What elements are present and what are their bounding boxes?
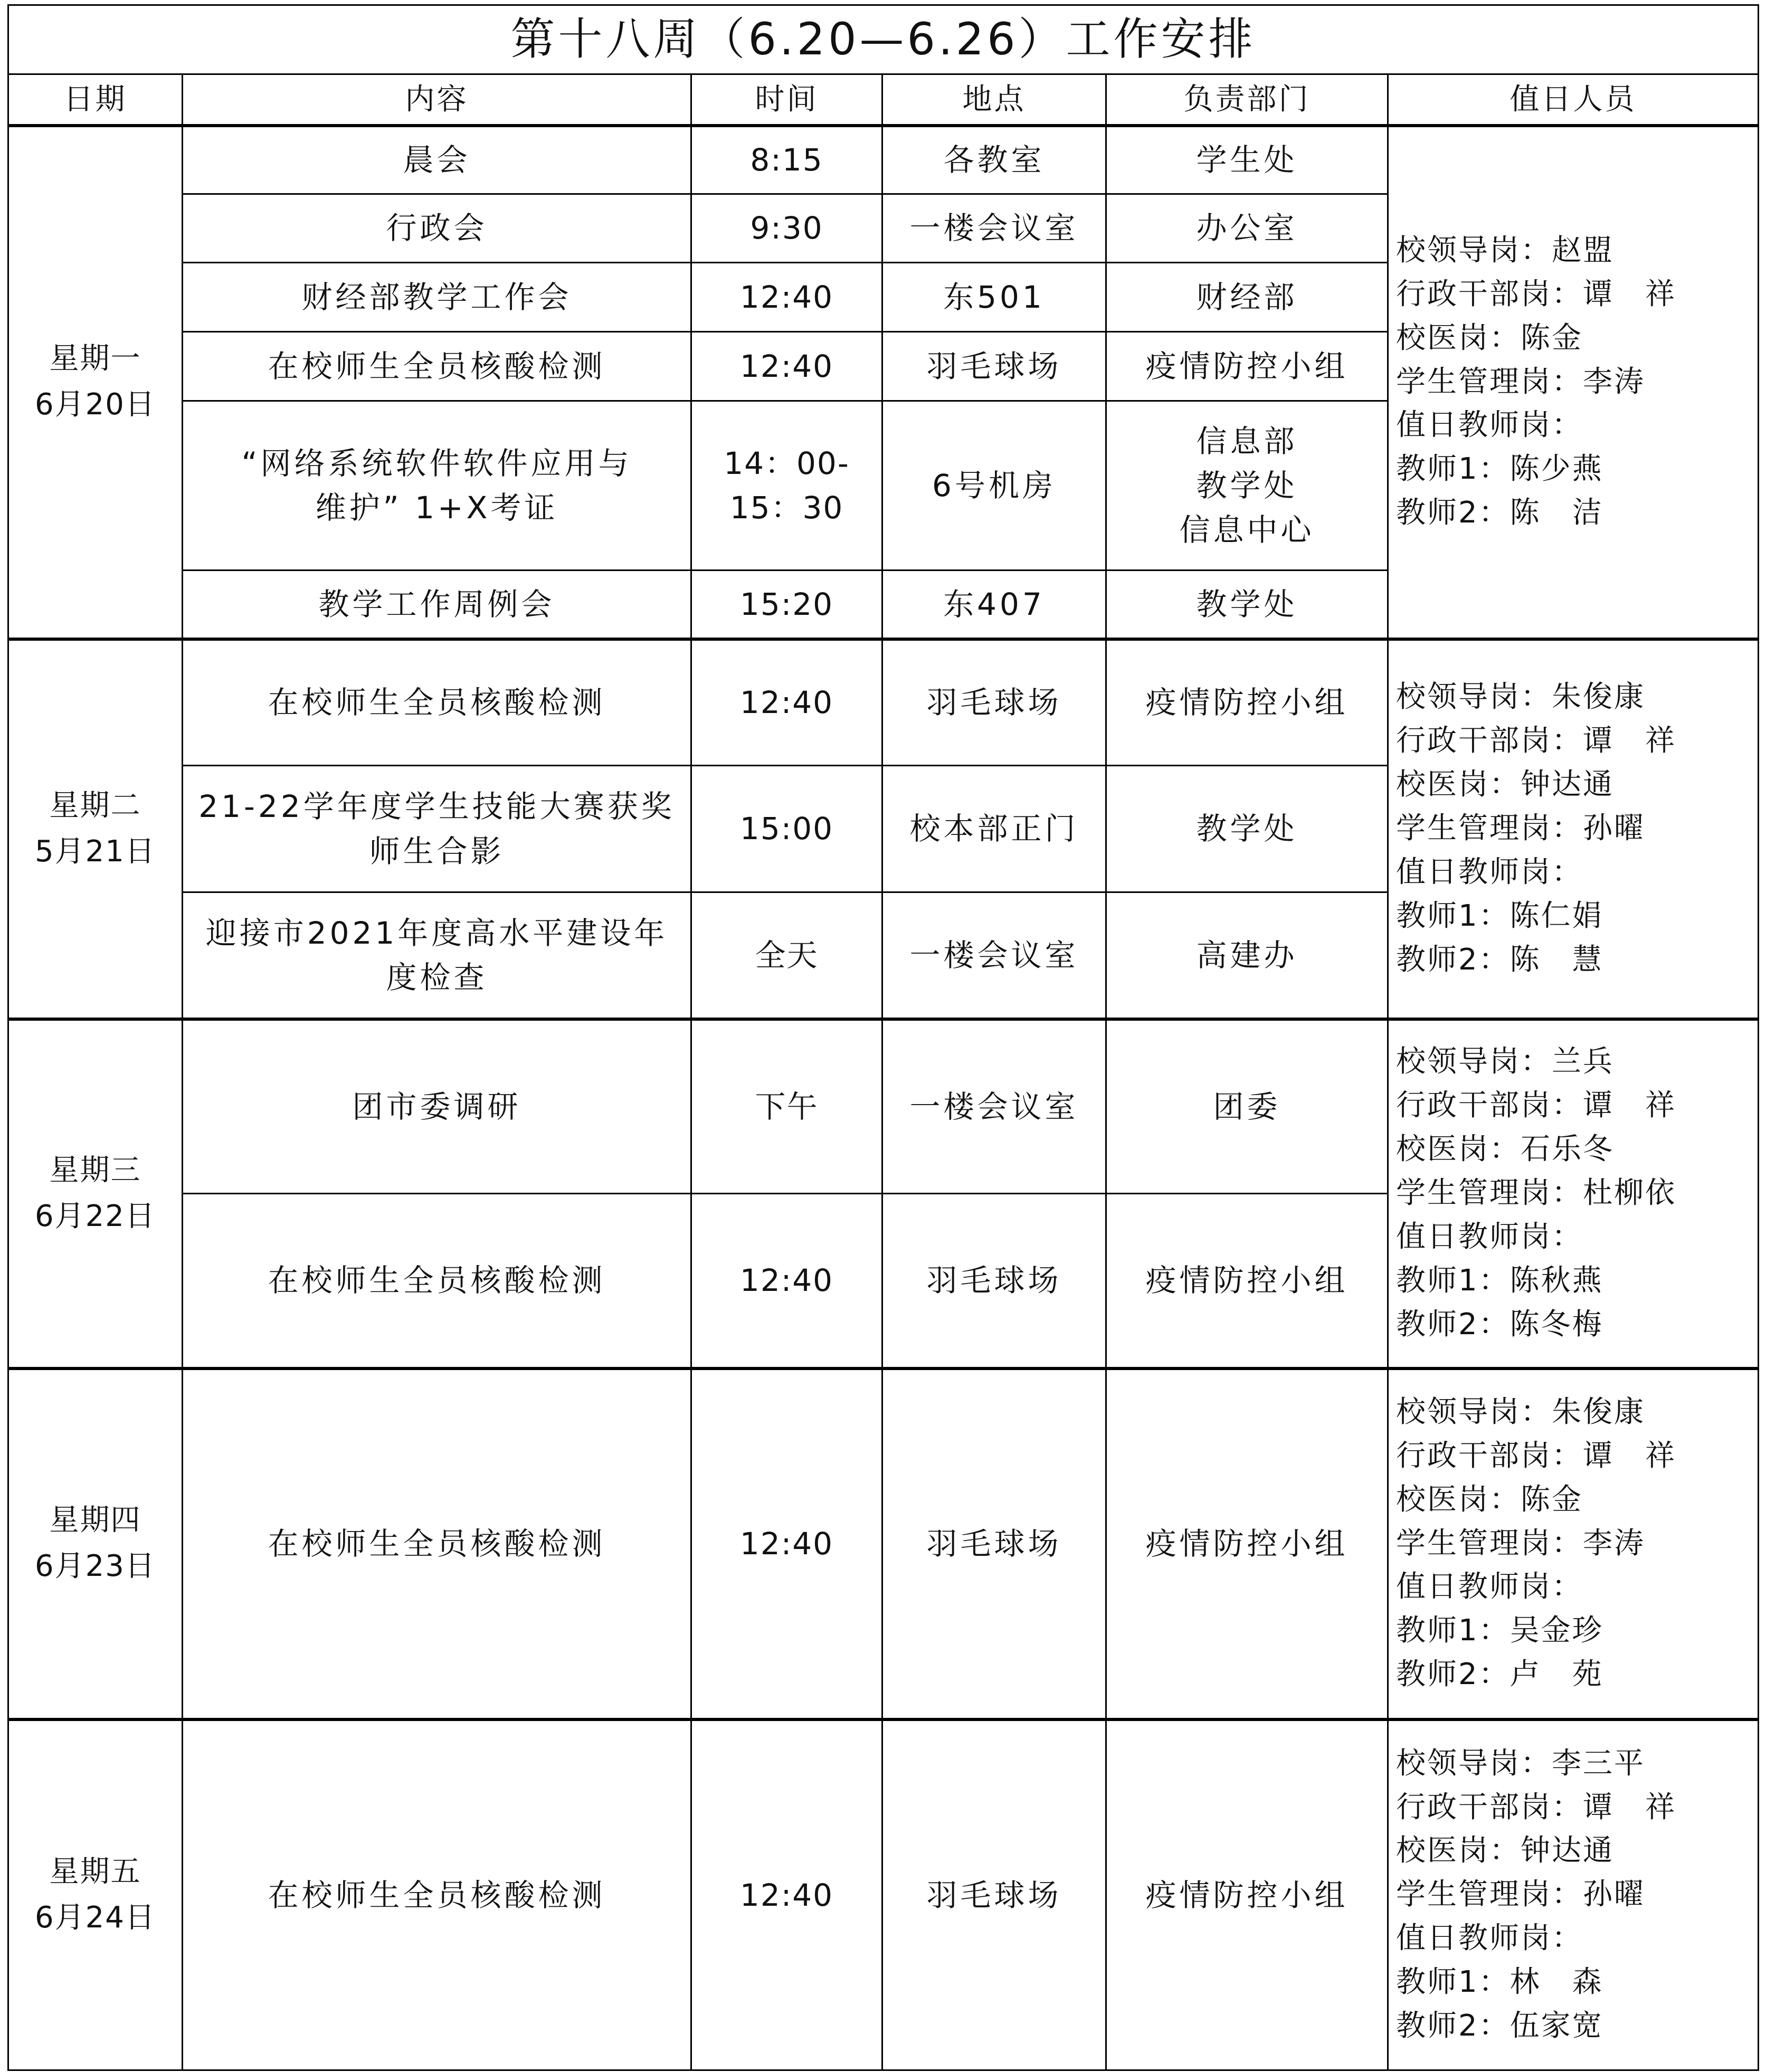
dept-cell: 疫情防控小组 [1106,1719,1388,2070]
time-cell [691,401,882,571]
day-cell [8,126,183,639]
time-cell: 全天 [691,892,882,1019]
duty-cell [1388,1019,1759,1368]
table-row [8,1368,1759,1719]
place-cell: 一楼会议室 [882,892,1106,1019]
duty-line: 值日教师岗： [1396,408,1583,443]
duty-line: 教师2：陈 洁 [1396,496,1603,530]
time-cell: 下午 [691,1019,882,1194]
duty-line: 校领导岗：兰兵 [1396,1044,1614,1079]
place-cell: 羽毛球场 [882,1719,1106,2070]
time-cell: 12:40 [691,1368,882,1719]
duty-line: 校医岗：钟达通 [1396,1833,1614,1868]
duty-cell [1388,1719,1759,2070]
content-cell: 在校师生全员核酸检测 [183,332,691,401]
time-cell: 15:00 [691,766,882,892]
table-row [8,126,1759,194]
duty-line: 教师1：林 森 [1396,1965,1603,2000]
day-cell [8,1719,183,2070]
table-row [8,1019,1759,1194]
dept-cell: 疫情防控小组 [1106,332,1388,401]
weekday-label: 星期三 [49,1153,141,1187]
duty-line: 学生管理岗：杜柳依 [1396,1176,1676,1211]
content-cell-line: 度检查 [386,959,488,995]
header-place: 地点 [882,74,1106,126]
content-cell-line: “网络系统软件软件应用与 [241,445,632,481]
date-label: 6月22日 [35,1199,156,1233]
duty-cell [1388,1368,1759,1719]
date-label: 6月23日 [35,1549,156,1583]
dept-cell-line: 信息中心 [1179,512,1315,548]
place-cell: 6号机房 [882,401,1106,571]
duty-cell [1388,126,1759,639]
duty-line: 教师1：吴金珍 [1396,1613,1603,1648]
duty-line: 值日教师岗： [1396,854,1583,889]
dept-cell: 办公室 [1106,194,1388,263]
duty-line: 值日教师岗： [1396,1219,1583,1254]
time-cell: 9:30 [691,194,882,263]
content-cell: 团市委调研 [183,1019,691,1194]
dept-cell: 财经部 [1106,263,1388,332]
duty-line: 学生管理岗：李涛 [1396,364,1645,399]
time-cell-line: 15：30 [729,490,844,526]
place-cell: 东407 [882,571,1106,639]
time-cell: 15:20 [691,571,882,639]
duty-line: 教师2：陈冬梅 [1396,1307,1603,1342]
place-cell: 羽毛球场 [882,332,1106,401]
duty-line: 学生管理岗：李涛 [1396,1526,1645,1561]
duty-line: 教师1：陈少燕 [1396,452,1603,487]
time-cell: 12:40 [691,1194,882,1368]
content-cell: 在校师生全员核酸检测 [183,1368,691,1719]
time-cell-line: 14：00- [724,445,850,481]
time-cell: 12:40 [691,263,882,332]
table-row [8,1719,1759,2070]
title-row [8,5,1759,74]
place-cell: 校本部正门 [882,766,1106,892]
duty-line: 校医岗：石乐冬 [1396,1132,1614,1167]
duty-line: 行政干部岗：谭 祥 [1396,1088,1676,1123]
place-cell: 东501 [882,263,1106,332]
content-cell [183,401,691,571]
content-cell: 晨会 [183,126,691,194]
duty-line: 值日教师岗： [1396,1570,1583,1604]
weekday-label: 星期一 [49,341,141,376]
dept-cell: 学生处 [1106,126,1388,194]
duty-line: 行政干部岗：谭 祥 [1396,1438,1676,1473]
content-cell: 教学工作周例会 [183,571,691,639]
place-cell: 羽毛球场 [882,1368,1106,1719]
date-label: 5月21日 [35,834,156,869]
header-time: 时间 [691,74,882,126]
dept-cell: 教学处 [1106,571,1388,639]
content-cell: 行政会 [183,194,691,263]
time-cell: 12:40 [691,332,882,401]
duty-line: 教师1：陈秋燕 [1396,1263,1603,1298]
duty-line: 教师2：伍家宽 [1396,2008,1603,2043]
duty-line: 行政干部岗：谭 祥 [1396,277,1676,311]
page-title: 第十八周（6.20—6.26）工作安排 [8,5,1759,74]
content-cell: 财经部教学工作会 [183,263,691,332]
weekday-label: 星期二 [49,788,141,823]
day-cell [8,1019,183,1368]
dept-cell: 疫情防控小组 [1106,639,1388,766]
duty-line: 教师2：卢 苑 [1396,1657,1603,1692]
duty-line: 教师2：陈 慧 [1396,942,1603,977]
dept-cell: 疫情防控小组 [1106,1194,1388,1368]
content-cell-line: 迎接市2021年度高水平建设年 [205,915,668,951]
dept-cell [1106,401,1388,571]
duty-line: 校领导岗：朱俊康 [1396,1394,1645,1429]
content-cell [183,766,691,892]
place-cell: 羽毛球场 [882,639,1106,766]
time-cell: 12:40 [691,639,882,766]
content-cell: 在校师生全员核酸检测 [183,639,691,766]
day-cell [8,1368,183,1719]
duty-line: 校领导岗：赵盟 [1396,233,1614,268]
place-cell: 一楼会议室 [882,1019,1106,1194]
weekday-label: 星期四 [49,1503,141,1538]
time-cell: 8:15 [691,126,882,194]
duty-line: 值日教师岗： [1396,1921,1583,1956]
time-cell: 12:40 [691,1719,882,2070]
content-cell-line: 师生合影 [369,833,505,869]
duty-line: 行政干部岗：谭 祥 [1396,724,1676,758]
duty-line: 校医岗：陈金 [1396,1482,1583,1517]
content-cell-line: 21-22学年度学生技能大赛获奖 [198,788,675,825]
header-content: 内容 [183,74,691,126]
duty-line: 教师1：陈仁娟 [1396,898,1603,933]
content-cell [183,892,691,1019]
weekday-label: 星期五 [49,1854,141,1889]
duty-cell [1388,639,1759,1019]
date-label: 6月20日 [35,387,156,422]
duty-line: 校领导岗：李三平 [1396,1746,1645,1781]
header-dept: 负责部门 [1106,74,1388,126]
day-cell [8,639,183,1019]
dept-cell: 教学处 [1106,766,1388,892]
content-cell: 在校师生全员核酸检测 [183,1194,691,1368]
duty-line: 校医岗：陈金 [1396,320,1583,355]
dept-cell: 团委 [1106,1019,1388,1194]
place-cell: 羽毛球场 [882,1194,1106,1368]
content-cell-line: 维护” 1+X考证 [315,490,558,526]
dept-cell-line: 教学处 [1196,467,1298,503]
schedule-table [7,4,1759,2071]
duty-line: 校领导岗：朱俊康 [1396,680,1645,715]
date-label: 6月24日 [35,1900,156,1935]
header-row [8,74,1759,126]
dept-cell-line: 信息部 [1196,423,1298,459]
table-row [8,639,1759,766]
dept-cell: 疫情防控小组 [1106,1368,1388,1719]
content-cell: 在校师生全员核酸检测 [183,1719,691,2070]
duty-line: 校医岗：钟达通 [1396,767,1614,802]
place-cell: 一楼会议室 [882,194,1106,263]
dept-cell: 高建办 [1106,892,1388,1019]
place-cell: 各教室 [882,126,1106,194]
header-duty: 值日人员 [1388,74,1759,126]
duty-line: 行政干部岗：谭 祥 [1396,1790,1676,1824]
header-date: 日期 [8,74,183,126]
duty-line: 学生管理岗：孙曜 [1396,1877,1645,1912]
duty-line: 学生管理岗：孙曜 [1396,811,1645,846]
